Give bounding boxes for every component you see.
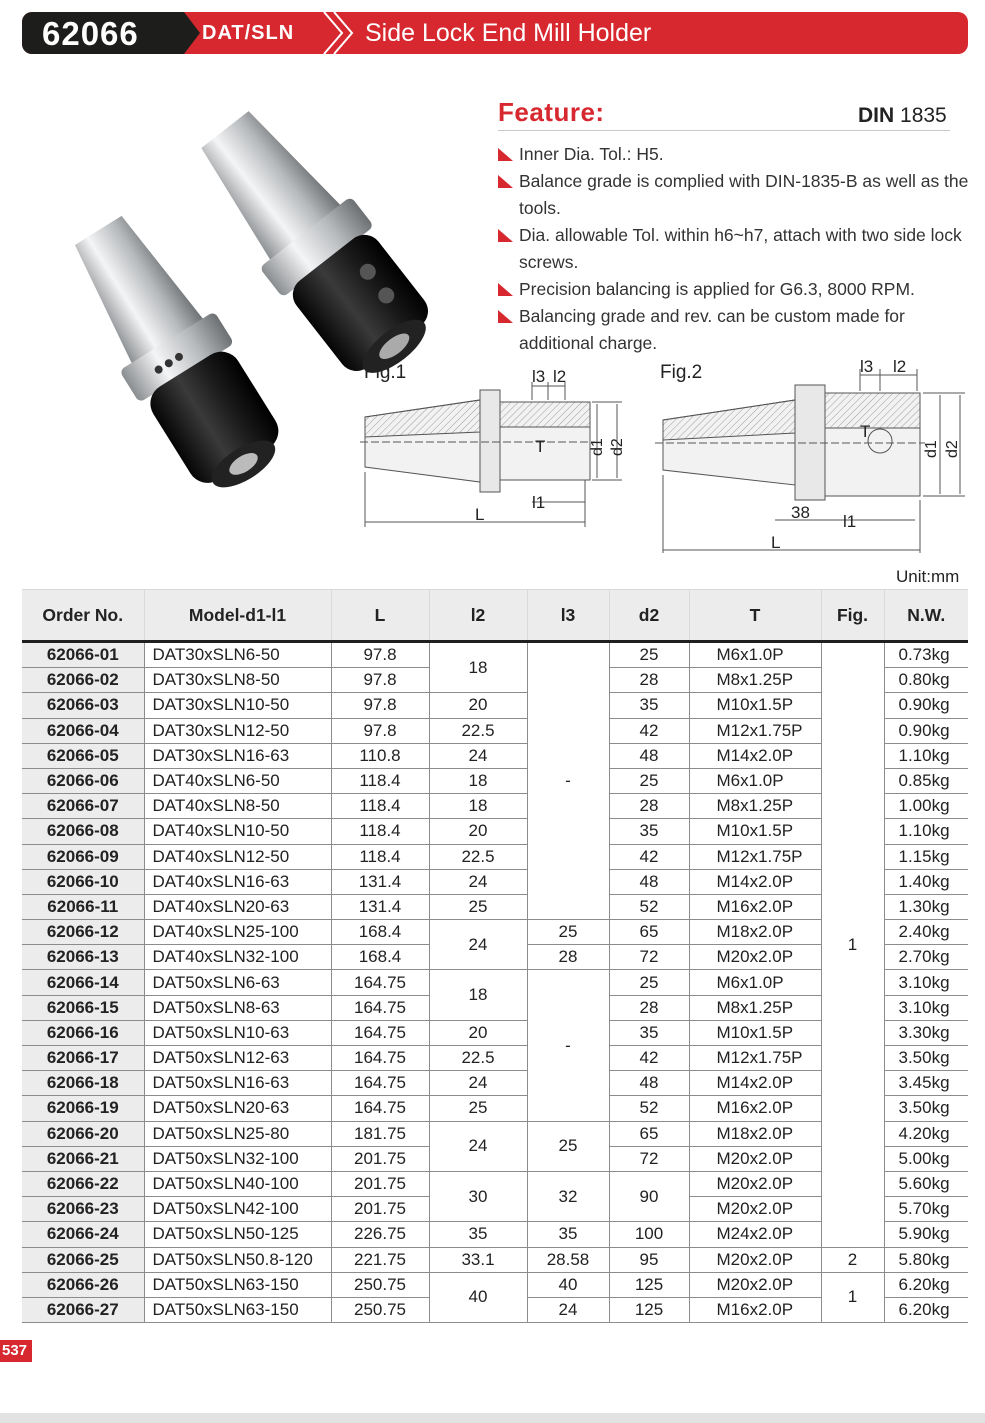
col-model-cell: DAT30xSLN8-50 [144,668,331,693]
col-T-cell: M16x2.0P [689,1297,821,1322]
col-T-cell: M10x1.5P [689,693,821,718]
col-nw-cell: 1.30kg [884,894,968,919]
col-order-no-cell: 62066-24 [22,1222,144,1247]
col-order-no-cell: 62066-25 [22,1247,144,1272]
col-l3-cell: 25 [527,1121,609,1171]
col-l2-cell: 18 [429,768,527,793]
col-L-cell: 164.75 [331,1096,429,1121]
fig2-label: Fig.2 [660,362,703,383]
col-d2-cell: 100 [609,1222,689,1247]
col-nw-cell: 1.40kg [884,869,968,894]
col-L-header: L [331,590,429,642]
col-order-no-cell: 62066-27 [22,1297,144,1322]
col-d2-cell: 65 [609,920,689,945]
col-l2-cell: 33.1 [429,1247,527,1272]
col-L-cell: 110.8 [331,743,429,768]
feature-item-text: Balance grade is complied with DIN-1835-B as well as the tools. [519,171,969,218]
col-L-cell: 250.75 [331,1272,429,1297]
fig1-dim-d1: d1 [589,438,606,456]
col-d2-cell: 95 [609,1247,689,1272]
col-L-cell: 164.75 [331,1020,429,1045]
col-T-cell: M20x2.0P [689,1146,821,1171]
col-L-cell: 118.4 [331,844,429,869]
col-L-cell: 201.75 [331,1171,429,1196]
feature-divider [498,130,950,131]
fig1-label: Fig.1 [364,362,407,383]
col-T-cell: M24x2.0P [689,1222,821,1247]
col-model-cell: DAT40xSLN12-50 [144,844,331,869]
col-nw-cell: 5.90kg [884,1222,968,1247]
col-nw-cell: 5.00kg [884,1146,968,1171]
table-row [22,1247,968,1272]
col-nw-cell: 0.73kg [884,642,968,668]
col-model-cell: DAT50xSLN25-80 [144,1121,331,1146]
col-d2-cell: 125 [609,1297,689,1322]
col-model-cell: DAT40xSLN16-63 [144,869,331,894]
col-T-cell: M10x1.5P [689,1020,821,1045]
col-l2-cell: 40 [429,1272,527,1322]
fig2-dim-l2: l2 [893,357,907,376]
col-order-no-cell: 62066-11 [22,894,144,919]
col-nw-cell: 0.80kg [884,668,968,693]
col-T-cell: M20x2.0P [689,1272,821,1297]
col-fig-cell: 1 [821,1272,884,1322]
col-model-cell: DAT50xSLN16-63 [144,1071,331,1096]
fig2-drawing [655,355,970,555]
col-T-cell: M20x2.0P [689,1197,821,1222]
col-order-no-cell: 62066-01 [22,642,144,668]
table-row [22,1272,968,1297]
col-model-cell: DAT40xSLN8-50 [144,794,331,819]
col-L-cell: 250.75 [331,1297,429,1322]
fig1-dim-T: T [535,437,546,456]
footer-bar [0,1413,985,1423]
col-order-no-cell: 62066-23 [22,1197,144,1222]
col-T-cell: M10x1.5P [689,819,821,844]
col-order-no-cell: 62066-18 [22,1071,144,1096]
unit-label: Unit:mm [896,567,960,586]
col-d2-cell: 48 [609,869,689,894]
col-T-cell: M18x2.0P [689,1121,821,1146]
feature-item [498,303,978,357]
table-body [22,642,968,1323]
col-order-no-cell: 62066-17 [22,1046,144,1071]
col-L-cell: 97.8 [331,693,429,718]
col-order-no-cell: 62066-10 [22,869,144,894]
col-model-cell: DAT30xSLN16-63 [144,743,331,768]
red-triangle-bullet-icon [498,229,513,242]
col-order-no-cell: 62066-06 [22,768,144,793]
col-L-cell: 118.4 [331,819,429,844]
spec-table [22,589,968,1323]
col-T-cell: M14x2.0P [689,869,821,894]
col-L-cell: 131.4 [331,869,429,894]
col-nw-cell: 0.90kg [884,693,968,718]
feature-item-text: Balancing grade and rev. can be custom made for additional charge. [519,306,905,353]
col-l2-cell: 30 [429,1171,527,1221]
col-model-cell: DAT50xSLN20-63 [144,1096,331,1121]
col-d2-cell: 42 [609,844,689,869]
fig1-drawing [360,362,640,532]
col-nw-cell: 6.20kg [884,1297,968,1322]
col-l2-cell: 24 [429,743,527,768]
col-model-cell: DAT30xSLN12-50 [144,718,331,743]
col-d2-cell: 28 [609,995,689,1020]
col-T-cell: M14x2.0P [689,1071,821,1096]
col-L-cell: 201.75 [331,1146,429,1171]
fig1-dim-l1: l1 [532,493,546,512]
col-model-cell: DAT50xSLN8-63 [144,995,331,1020]
feature-item-text: Inner Dia. Tol.: H5. [519,144,664,164]
page-header [22,12,968,54]
col-T-cell: M12x1.75P [689,718,821,743]
col-order-no-cell: 62066-14 [22,970,144,995]
fig2-dim-38: 38 [791,503,810,522]
col-l2-cell: 20 [429,819,527,844]
red-triangle-bullet-icon [498,175,513,188]
col-L-cell: 131.4 [331,894,429,919]
header-code: 62066 [42,15,139,52]
col-model-cell: DAT40xSLN20-63 [144,894,331,919]
fig1-dim-l2: l2 [553,367,567,386]
col-T-cell: M16x2.0P [689,1096,821,1121]
feature-item-text: Dia. allowable Tol. within h6~h7, attach with two side lock screws. [519,225,962,272]
page-number: 537 [0,1340,32,1362]
col-nw-cell: 3.10kg [884,970,968,995]
standard-prefix: DIN [858,104,895,127]
col-model-cell: DAT50xSLN50.8-120 [144,1247,331,1272]
col-l2-cell: 20 [429,1020,527,1045]
feature-item [498,141,978,168]
col-order-no-cell: 62066-02 [22,668,144,693]
col-L-cell: 164.75 [331,970,429,995]
red-triangle-bullet-icon [498,148,513,161]
col-nw-cell: 5.80kg [884,1247,968,1272]
col-fig-cell: 1 [821,642,884,1248]
col-nw-header: N.W. [884,590,968,642]
feature-list [498,141,978,357]
col-nw-cell: 2.40kg [884,920,968,945]
col-T-cell: M12x1.75P [689,1046,821,1071]
col-order-no-cell: 62066-08 [22,819,144,844]
col-L-cell: 181.75 [331,1121,429,1146]
col-l2-cell: 22.5 [429,718,527,743]
col-l2-header: l2 [429,590,527,642]
col-L-cell: 201.75 [331,1197,429,1222]
col-L-cell: 164.75 [331,1046,429,1071]
feature-title: Feature: [498,97,605,127]
col-model-cell: DAT50xSLN50-125 [144,1222,331,1247]
col-nw-cell: 3.50kg [884,1046,968,1071]
col-d2-cell: 28 [609,794,689,819]
col-d2-cell: 25 [609,642,689,668]
red-triangle-bullet-icon [498,310,513,323]
col-T-cell: M16x2.0P [689,894,821,919]
col-order-no-cell: 62066-03 [22,693,144,718]
col-nw-cell: 0.90kg [884,718,968,743]
col-L-cell: 226.75 [331,1222,429,1247]
col-l2-cell: 20 [429,693,527,718]
col-order-no-cell: 62066-21 [22,1146,144,1171]
col-model-cell: DAT30xSLN6-50 [144,642,331,668]
col-model-cell: DAT40xSLN10-50 [144,819,331,844]
col-T-cell: M20x2.0P [689,1171,821,1196]
col-order-no-cell: 62066-05 [22,743,144,768]
col-L-cell: 97.8 [331,718,429,743]
header-series: DAT/SLN [202,22,295,44]
col-T-cell: M14x2.0P [689,743,821,768]
col-nw-cell: 6.20kg [884,1272,968,1297]
col-L-cell: 168.4 [331,920,429,945]
col-order-no-cell: 62066-19 [22,1096,144,1121]
feature-item-text: Precision balancing is applied for G6.3, 8000 RPM. [519,279,915,299]
col-l3-cell: 28.58 [527,1247,609,1272]
col-model-cell: DAT40xSLN25-100 [144,920,331,945]
col-d2-cell: 52 [609,1096,689,1121]
col-l2-cell: 18 [429,794,527,819]
col-d2-header: d2 [609,590,689,642]
col-l2-cell: 25 [429,894,527,919]
col-order-no-cell: 62066-15 [22,995,144,1020]
col-l2-cell: 24 [429,869,527,894]
col-order-no-cell: 62066-26 [22,1272,144,1297]
col-nw-cell: 3.50kg [884,1096,968,1121]
fig1-dim-L: L [475,505,485,524]
col-L-cell: 118.4 [331,768,429,793]
fig2-dim-l3: l3 [860,357,874,376]
col-L-cell: 164.75 [331,1071,429,1096]
col-order-no-cell: 62066-20 [22,1121,144,1146]
col-L-cell: 164.75 [331,995,429,1020]
col-model-cell: DAT40xSLN6-50 [144,768,331,793]
col-nw-cell: 0.85kg [884,768,968,793]
col-d2-cell: 65 [609,1121,689,1146]
fig1-dim-d2: d2 [609,438,626,456]
feature-item [498,222,978,276]
fig1-dim-l3: l3 [532,367,546,386]
col-model-cell: DAT30xSLN10-50 [144,693,331,718]
col-L-cell: 97.8 [331,668,429,693]
col-order-no-cell: 62066-13 [22,945,144,970]
col-l3-cell: - [527,642,609,920]
col-l2-cell: 24 [429,1121,527,1171]
col-d2-cell: 35 [609,819,689,844]
standard-number: 1835 [900,104,947,127]
fig2-dim-d2: d2 [944,440,961,458]
feature-item [498,168,978,222]
col-d2-cell: 25 [609,970,689,995]
fig2-dim-d1: d1 [923,440,940,458]
fig2-dim-T: T [860,422,871,441]
col-T-cell: M12x1.75P [689,844,821,869]
col-T-cell: M8x1.25P [689,794,821,819]
col-order-no-cell: 62066-12 [22,920,144,945]
col-fig-header: Fig. [821,590,884,642]
col-order-no-cell: 62066-16 [22,1020,144,1045]
feature-standard [858,104,947,128]
col-L-cell: 221.75 [331,1247,429,1272]
col-model-cell: DAT50xSLN63-150 [144,1297,331,1322]
col-d2-cell: 125 [609,1272,689,1297]
col-d2-cell: 72 [609,945,689,970]
col-order-no-cell: 62066-07 [22,794,144,819]
col-nw-cell: 1.10kg [884,743,968,768]
col-T-header: T [689,590,821,642]
col-order-no-cell: 62066-09 [22,844,144,869]
col-d2-cell: 25 [609,768,689,793]
col-T-cell: M18x2.0P [689,920,821,945]
col-d2-cell: 35 [609,693,689,718]
col-model-cell: DAT50xSLN6-63 [144,970,331,995]
table-row [22,642,968,668]
col-T-cell: M6x1.0P [689,768,821,793]
col-L-cell: 168.4 [331,945,429,970]
col-d2-cell: 35 [609,1020,689,1045]
col-l3-header: l3 [527,590,609,642]
col-T-cell: M6x1.0P [689,970,821,995]
chevron-separator-icon [320,12,360,54]
col-model-cell: DAT50xSLN42-100 [144,1197,331,1222]
col-nw-cell: 5.70kg [884,1197,968,1222]
col-l2-cell: 18 [429,642,527,693]
col-nw-cell: 3.10kg [884,995,968,1020]
col-l3-cell: 40 [527,1272,609,1297]
col-l2-cell: 22.5 [429,844,527,869]
col-l2-cell: 18 [429,970,527,1020]
col-model-cell: DAT50xSLN32-100 [144,1146,331,1171]
col-L-cell: 97.8 [331,642,429,668]
col-d2-cell: 42 [609,718,689,743]
col-model-cell: DAT50xSLN63-150 [144,1272,331,1297]
col-d2-cell: 28 [609,668,689,693]
col-nw-cell: 4.20kg [884,1121,968,1146]
col-d2-cell: 72 [609,1146,689,1171]
col-nw-cell: 3.30kg [884,1020,968,1045]
col-l3-cell: 24 [527,1297,609,1322]
col-model-cell: DAT50xSLN10-63 [144,1020,331,1045]
col-order-no-cell: 62066-04 [22,718,144,743]
col-d2-cell: 42 [609,1046,689,1071]
col-nw-cell: 1.15kg [884,844,968,869]
col-l2-cell: 24 [429,920,527,970]
feature-item [498,276,978,303]
col-nw-cell: 2.70kg [884,945,968,970]
col-l2-cell: 35 [429,1222,527,1247]
col-nw-cell: 3.45kg [884,1071,968,1096]
col-l3-cell: 32 [527,1171,609,1221]
col-T-cell: M8x1.25P [689,995,821,1020]
col-T-cell: M6x1.0P [689,642,821,668]
col-l3-cell: 25 [527,920,609,945]
col-L-cell: 118.4 [331,794,429,819]
header-title: Side Lock End Mill Holder [365,19,652,47]
col-l3-cell: 35 [527,1222,609,1247]
col-model-cell: DAT50xSLN12-63 [144,1046,331,1071]
col-model-cell: DAT50xSLN40-100 [144,1171,331,1196]
table-header-row [22,590,968,642]
col-model-cell: DAT40xSLN32-100 [144,945,331,970]
col-l2-cell: 22.5 [429,1046,527,1071]
col-model-header: Model-d1-l1 [144,590,331,642]
col-d2-cell: 48 [609,1071,689,1096]
col-T-cell: M20x2.0P [689,945,821,970]
col-order-no-header: Order No. [22,590,144,642]
red-triangle-bullet-icon [498,283,513,296]
col-d2-cell: 48 [609,743,689,768]
col-fig-cell: 2 [821,1247,884,1272]
col-nw-cell: 1.10kg [884,819,968,844]
col-l3-cell: - [527,970,609,1121]
col-T-cell: M8x1.25P [689,668,821,693]
col-d2-cell: 90 [609,1171,689,1221]
col-order-no-cell: 62066-22 [22,1171,144,1196]
col-l2-cell: 24 [429,1071,527,1096]
col-nw-cell: 5.60kg [884,1171,968,1196]
fig2-dim-l1: l1 [843,512,857,531]
col-l3-cell: 28 [527,945,609,970]
col-d2-cell: 52 [609,894,689,919]
fig2-dim-L: L [771,533,781,552]
col-nw-cell: 1.00kg [884,794,968,819]
col-T-cell: M20x2.0P [689,1247,821,1272]
col-l2-cell: 25 [429,1096,527,1121]
